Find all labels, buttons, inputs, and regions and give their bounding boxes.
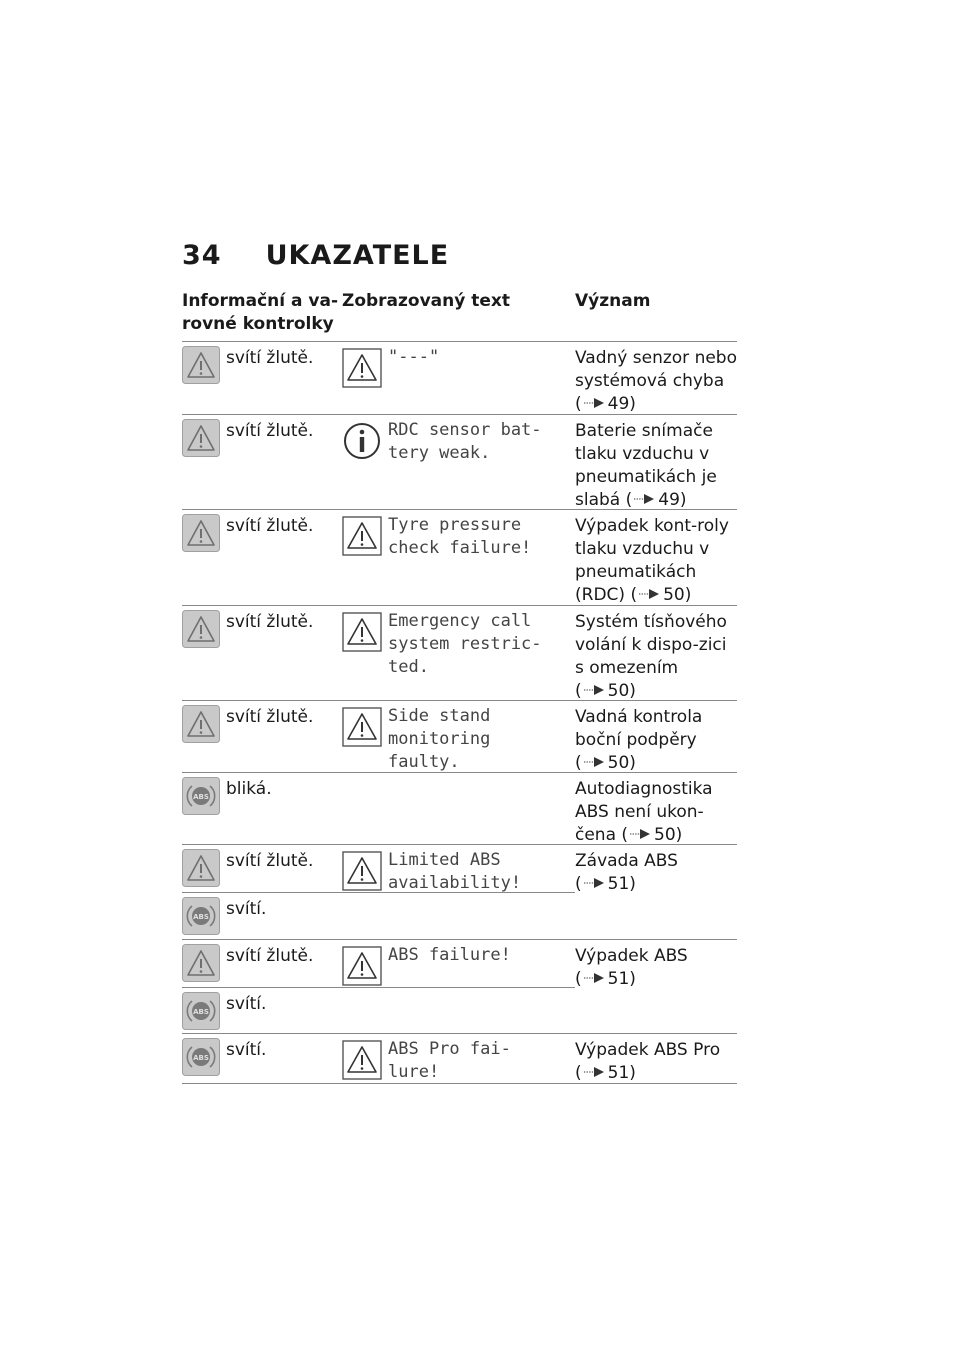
- table-row: [182, 415, 737, 510]
- warning-triangle-icon: [342, 612, 382, 652]
- table-row: [182, 940, 737, 1034]
- indicator-label: svítí žlutě.: [226, 612, 314, 632]
- page-reference-number: 51): [607, 874, 636, 894]
- warning-lamp-icon: [182, 849, 220, 887]
- display-text: ABS Pro fai- lure!: [388, 1039, 511, 1082]
- indicator-item: [182, 510, 342, 557]
- indicator-label: svítí žlutě.: [226, 851, 314, 871]
- header-display-text: Zobrazovaný text: [342, 291, 511, 311]
- indicator-cell: [182, 510, 342, 605]
- reference-arrow-icon: [582, 683, 608, 697]
- page-reference-number: 50): [607, 753, 636, 773]
- display-text: Side stand monitoring faulty.: [388, 706, 491, 772]
- display-text: RDC sensor bat- tery weak.: [388, 420, 542, 463]
- meaning-text: Autodiagnostika ABS není ukon-čena: [575, 779, 713, 845]
- indicator-label: svítí žlutě.: [226, 516, 314, 536]
- indicator-table: [182, 290, 737, 1084]
- abs-lamp-icon: [182, 992, 220, 1030]
- page-reference-number: 49): [658, 490, 687, 510]
- meaning-cell: [575, 1034, 737, 1083]
- indicator-label: svítí.: [226, 1040, 267, 1060]
- header-meaning: Význam: [575, 291, 651, 311]
- table-body: [182, 342, 737, 1084]
- meaning-text: Závada ABS: [575, 851, 678, 871]
- page-reference[interactable]: ( 49): [620, 490, 687, 510]
- meaning-text: Systém tísňového volání k dispo-zici s omezením: [575, 612, 727, 678]
- page-title: UKAZATELE: [265, 240, 450, 271]
- indicator-item: [182, 940, 342, 987]
- table-row: [182, 845, 737, 940]
- display-text: Limited ABS availability!: [388, 850, 522, 893]
- page-number: 34: [182, 240, 222, 271]
- warning-lamp-icon: [182, 610, 220, 648]
- indicator-label: svítí.: [226, 899, 267, 919]
- display-cell: [342, 510, 575, 605]
- page-reference[interactable]: ( 51): [575, 874, 636, 894]
- reference-arrow-icon: [628, 827, 654, 841]
- reference-arrow-icon: [582, 755, 608, 769]
- abs-lamp-icon: [182, 897, 220, 935]
- indicator-cell: [182, 773, 342, 844]
- page-reference[interactable]: ( 51): [575, 969, 636, 989]
- indicator-item: [182, 987, 575, 1033]
- indicator-cell: [182, 415, 342, 509]
- indicator-item: [182, 701, 342, 748]
- indicator-item: [182, 845, 342, 892]
- meaning-text: Výpadek kont-roly tlaku vzduchu v pneumatikách (RDC): [575, 516, 729, 605]
- warning-lamp-icon: [182, 419, 220, 457]
- display-cell: [342, 940, 575, 987]
- indicator-label: bliká.: [226, 779, 272, 799]
- table-header: [182, 290, 737, 342]
- indicator-cell: [182, 342, 342, 414]
- meaning-cell: [575, 415, 737, 509]
- page-header: [182, 240, 449, 271]
- indicator-label: svítí žlutě.: [226, 348, 314, 368]
- indicator-item: [182, 342, 342, 389]
- display-cell: [342, 415, 575, 509]
- display-text: Emergency call system restric- ted.: [388, 611, 542, 677]
- reference-arrow-icon: [637, 587, 663, 601]
- meaning-cell: [575, 773, 737, 844]
- indicator-cell: [182, 1034, 342, 1083]
- table-row: [182, 1034, 737, 1084]
- warning-lamp-icon: [182, 705, 220, 743]
- indicator-item: [182, 773, 342, 820]
- warning-triangle-icon: [342, 516, 382, 556]
- meaning-text: Vadná kontrola boční podpěry: [575, 707, 703, 750]
- indicator-cell: [182, 606, 342, 700]
- warning-lamp-icon: [182, 944, 220, 982]
- meaning-cell: [575, 606, 737, 700]
- table-row: [182, 342, 737, 415]
- meaning-cell: [575, 940, 737, 1033]
- abs-lamp-icon: [182, 1038, 220, 1076]
- indicator-label: svítí žlutě.: [226, 946, 314, 966]
- meaning-text: Výpadek ABS Pro: [575, 1040, 721, 1060]
- page-reference-number: 50): [607, 681, 636, 701]
- indicator-label: svítí žlutě.: [226, 707, 314, 727]
- table-row: [182, 701, 737, 773]
- svg-text:ABS: ABS: [193, 913, 209, 921]
- page-reference-number: 51): [607, 969, 636, 989]
- svg-text:ABS: ABS: [193, 793, 209, 801]
- page-reference[interactable]: ( 51): [575, 1063, 636, 1083]
- meaning-cell: [575, 510, 737, 605]
- meaning-cell: [575, 845, 737, 939]
- warning-triangle-icon: [342, 946, 382, 986]
- warning-triangle-icon: [342, 707, 382, 747]
- indicator-item: [182, 606, 342, 653]
- table-row: [182, 606, 737, 701]
- page-reference[interactable]: ( 50): [625, 585, 692, 605]
- table-row: [182, 773, 737, 845]
- header-indicators: Informační a va- rovné kontrolky: [182, 291, 338, 334]
- meaning-cell: [575, 701, 737, 772]
- table-row: [182, 510, 737, 606]
- indicator-cell: [182, 845, 342, 939]
- display-text: "---": [388, 347, 440, 367]
- svg-text:ABS: ABS: [193, 1008, 209, 1016]
- svg-text:ABS: ABS: [193, 1054, 209, 1062]
- warning-lamp-icon: [182, 346, 220, 384]
- indicator-item: [182, 415, 342, 462]
- display-cell: [342, 773, 575, 844]
- page-reference[interactable]: ( 49): [575, 394, 636, 414]
- page-reference-number: 50): [654, 825, 683, 845]
- display-cell: [342, 701, 575, 772]
- display-text: Tyre pressure check failure!: [388, 515, 532, 558]
- reference-arrow-icon: [632, 492, 658, 506]
- indicator-item: [182, 892, 575, 938]
- page-reference[interactable]: ( 50): [616, 825, 683, 845]
- display-text: ABS failure!: [388, 945, 511, 965]
- reference-arrow-icon: [582, 396, 608, 410]
- page-reference[interactable]: ( 50): [575, 681, 636, 701]
- page-reference-number: 51): [607, 1063, 636, 1083]
- display-cell: [342, 342, 575, 414]
- abs-lamp-icon: [182, 777, 220, 815]
- warning-triangle-icon: [342, 1040, 382, 1080]
- reference-arrow-icon: [582, 876, 608, 890]
- display-cell: [342, 1034, 575, 1083]
- indicator-item: [182, 1034, 342, 1081]
- info-icon: [342, 421, 382, 461]
- warning-triangle-icon: [342, 851, 382, 891]
- page-reference[interactable]: ( 50): [575, 753, 636, 773]
- page-reference-number: 50): [663, 585, 692, 605]
- indicator-label: svítí.: [226, 994, 267, 1014]
- warning-triangle-icon: [342, 348, 382, 388]
- meaning-text: Baterie snímače tlaku vzduchu v pneumatikách je slabá: [575, 421, 717, 510]
- indicator-cell: [182, 940, 342, 1033]
- indicator-label: svítí žlutě.: [226, 421, 314, 441]
- page-reference-number: 49): [607, 394, 636, 414]
- indicator-cell: [182, 701, 342, 772]
- display-cell: [342, 606, 575, 700]
- meaning-cell: [575, 342, 737, 414]
- warning-lamp-icon: [182, 514, 220, 552]
- meaning-text: Výpadek ABS: [575, 946, 688, 966]
- reference-arrow-icon: [582, 1065, 608, 1079]
- display-cell: [342, 845, 575, 892]
- reference-arrow-icon: [582, 971, 608, 985]
- meaning-text: Vadný senzor nebo systémová chyba: [575, 348, 737, 391]
